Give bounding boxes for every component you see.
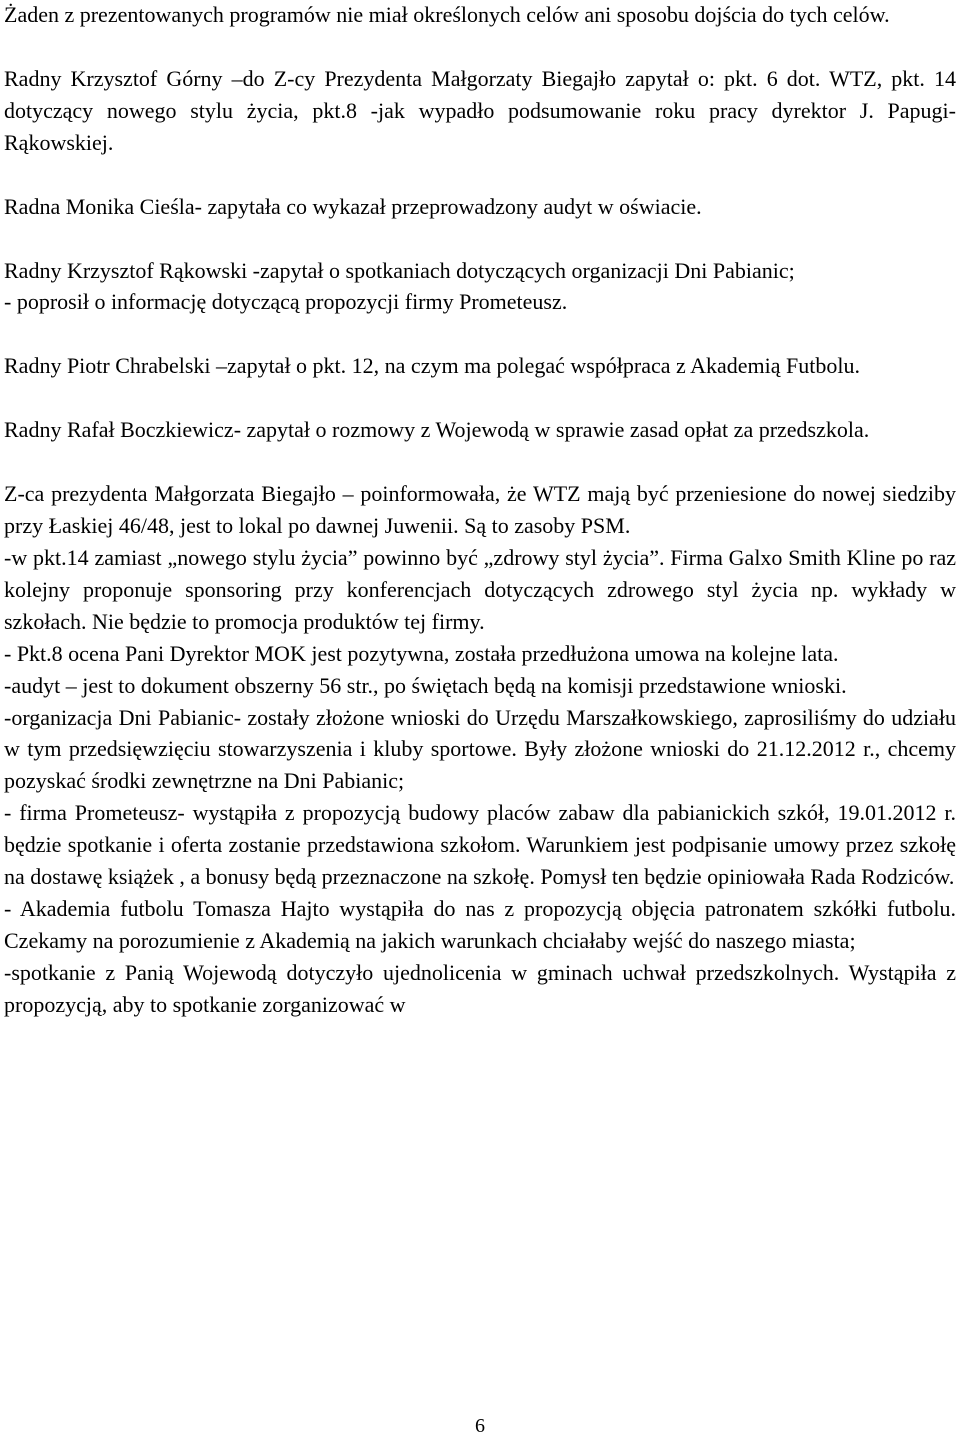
- paragraph-prometeusz: - firma Prometeusz- wystąpiła z propozycją budowy placów zabaw dla pabianickich szkół, 19.01.2012 r. będzie spotkanie i oferta zostanie przedstawiona szkołom. Warunkiem jest podpisanie umowy przez szkołę na dostawę książek , a bonusy będą przeznaczone na szkołę. Pomysł ten będzie opiniowała Rada Rodziców.: [4, 800, 956, 890]
- document-page: [4, 0, 956, 1440]
- page-number: 6: [475, 1415, 485, 1437]
- paragraph-football-academy: - Akademia futbolu Tomasza Hajto wystąpiła do nas z propozycją objęcia patronatem szkółki futbolu. Czekamy na porozumienie z Akademią na jakich warunkach chciałaby wejść do naszego miasta;: [4, 895, 956, 953]
- paragraph-ciesla-question: Radna Monika Cieśla- zapytała co wykazał przeprowadzony audyt w oświacie.: [4, 193, 702, 219]
- paragraph-rakowski-request: - poprosił o informację dotyczącą propozycji firmy Prometeusz.: [4, 289, 568, 315]
- paragraph-no-goals: Żaden z prezentowanych programów nie miał określonych celów ani sposobu dojścia do tych celów.: [4, 2, 890, 27]
- paragraph-audit: -audyt – jest to dokument obszerny 56 str., po świętach będą na komisji przedstawione wnioski.: [4, 672, 847, 698]
- paragraph-boczkiewicz-question: Radny Rafał Boczkiewicz- zapytał o rozmowy z Wojewodą w sprawie zasad opłat za przedszkola.: [4, 417, 870, 443]
- paragraph-voivode-meeting: -spotkanie z Panią Wojewodą dotyczyło ujednolicenia w gminach uchwał przedszkolnych. Wystąpiła z propozycją, aby to spotkanie zorganizować w: [4, 959, 956, 1017]
- paragraph-mok-director: - Pkt.8 ocena Pani Dyrektor MOK jest pozytywna, została przedłużona umowa na kolejne lata.: [4, 640, 839, 666]
- paragraph-healthy-lifestyle: -w pkt.14 zamiast „nowego stylu życia” powinno być „zdrowy styl życia”. Firma Galxo Smith Kline po raz kolejny proponuje sponsoring przy konferencjach dotyczących zdrowego styl życia np. wykłady w szkołach. Nie będzie to promocja produktów tej firmy.: [4, 544, 956, 634]
- paragraph-gorny-question: Radny Krzysztof Górny –do Z-cy Prezydenta Małgorzaty Biegajło zapytał o: pkt. 6 dot. WTZ, pkt. 14 dotyczący nowego stylu życia, pkt.8 -jak wypadło podsumowanie roku pracy dyrektor J. Papugi- Rąkowskiej.: [4, 65, 956, 155]
- paragraph-rakowski-question: Radny Krzysztof Rąkowski -zapytał o spotkaniach dotyczących organizacji Dni Pabianic;: [4, 257, 795, 283]
- paragraph-chrabelski-question: Radny Piotr Chrabelski –zapytał o pkt. 12, na czym ma polegać współpraca z Akademią Futbolu.: [4, 353, 860, 379]
- paragraph-biegajlo-wtz: Z-ca prezydenta Małgorzata Biegajło – poinformowała, że WTZ mają być przeniesione do nowej siedziby przy Łaskiej 46/48, jest to lokal po dawnej Juwenii. Są to zasoby PSM.: [4, 481, 956, 539]
- paragraph-dni-pabianic: -organizacja Dni Pabianic- zostały złożone wnioski do Urzędu Marszałkowskiego, zaprosiliśmy do udziału w tym przedsięwzięciu stowarzyszenia i kluby sportowe. Były złożone wnioski do 21.12.2012 r., chcemy pozyskać środki zewnętrzne na Dni Pabianic;: [4, 704, 956, 794]
